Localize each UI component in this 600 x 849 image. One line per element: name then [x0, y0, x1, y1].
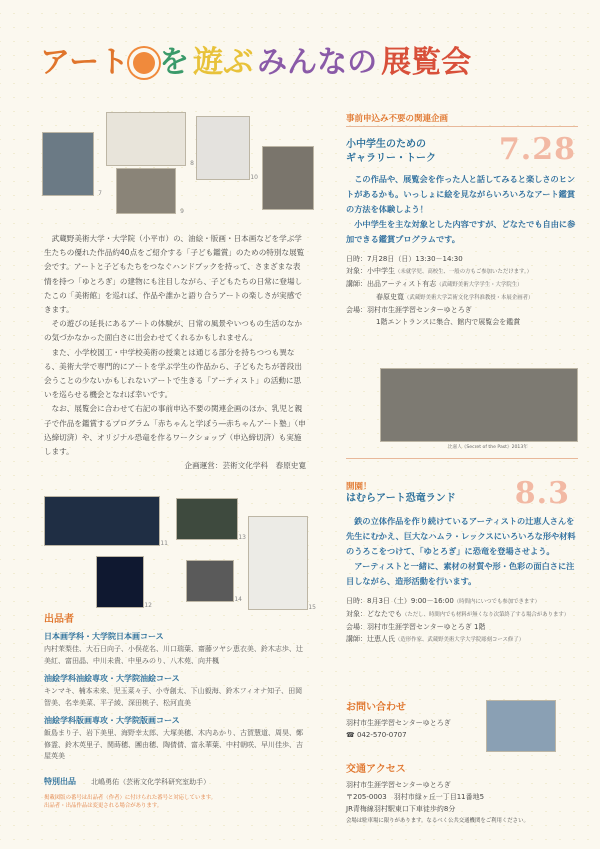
- special-label: 特別出品: [44, 776, 76, 786]
- artwork-image-9: 9: [116, 168, 176, 214]
- course-heading: 油絵学科油絵専攻・大学院油絵コース: [44, 674, 180, 683]
- event-description: アーティストと一緒に、素材の材質や形・色彩の面白さに注目しながら、造形活動を行います。: [346, 561, 575, 586]
- intro-paragraph: その遊びの延長にあるアートの体験が、日常の風景やいつもの生活のなかの気づかなかった面白さに出会わせてくれるかもしれません。: [44, 319, 302, 343]
- event-venue: 会場：羽村市生涯学習センターゆとろぎ: [346, 306, 472, 314]
- exhibitor-names: キンマキ、楠本未来、児玉菜々子、小寺創太、下山毅海、鈴木フィオナ知子、田岡智美、名幸美菜、平子綾、深田桃子、松河直美: [44, 687, 303, 707]
- title-part-minna: みんなの: [257, 45, 378, 80]
- exhibitors-section: [44, 610, 304, 810]
- event-lecturer: 講師：出品アーティスト有志（武蔵野美術大学学生・大学院生）: [346, 280, 523, 288]
- intro-text: [44, 232, 306, 473]
- access-heading: 交通アクセス: [346, 764, 406, 775]
- contact-heading: お問い合わせ: [346, 702, 406, 713]
- title-part-asobu: 遊ぶ: [193, 45, 254, 80]
- course-heading: 日本画学科・大学院日本画コース: [44, 632, 164, 641]
- access-line: JR青梅線羽村駅東口下車徒歩約8分: [346, 805, 456, 813]
- access-section: [346, 760, 582, 827]
- artwork-image-10b: [262, 146, 314, 210]
- event-target: 対象：小中学生（未就学児、高校生、一般の方もご参加いただけます。）: [346, 267, 533, 275]
- title-part-art: アート: [40, 45, 130, 80]
- artwork-image-10a: 10: [196, 116, 250, 180]
- events-section: [346, 112, 582, 124]
- dinosaur-sculpture-photo: [380, 368, 578, 442]
- access-note: 会場は駐車場に限りがあります。なるべく公共交通機関をご利用ください。: [346, 818, 529, 824]
- event-description: 鉄の立体作品を作り続けているアーティストの辻恵人さんを先生にむかえ、巨大なハムラ・レックスにいろいろな形や材料のうろこをつけて、「ゆとろぎ」に恐竜を登場させよう。: [346, 516, 576, 556]
- event-lecturer: 講師：辻恵人氏（造形作家、武蔵野美術大学大学院彫刻コース修了）: [346, 635, 525, 643]
- event-date: 8.3: [514, 476, 570, 511]
- intro-paragraph: 武蔵野美術大学・大学院（小平市）の、油絵・版画・日本画などを学ぶ学生たちの優れた作品約40点をご紹介する「子ども鑑賞」のための特別な展覧会です。アートと子どもたちをつなぐハンドブックを持って、さまざまな表情を持つ「ゆとろぎ」の建物にも注目しながら、子どもたちの日常に登場したこの「美術館」を巡れば、作品や誰かと語り合うアートの楽しさが実感できます。: [44, 234, 305, 315]
- gallery-talk-event: [346, 132, 582, 328]
- event-venue: 会場：羽村市生涯学習センターゆとろぎ 1階: [346, 623, 486, 631]
- event-label: 開園！: [346, 482, 372, 492]
- credit-text: 企画運営：芸術文化学科 春原史寛: [184, 461, 306, 471]
- intro-paragraph: また、小学校図工・中学校美術の授業とは通じる部分を持ちつつも異なる、美術大学で専門的にアートを学ぶ学生の作品から、子どもたちが普段出会うことの少ないかもしれないアートで生きる「アーティスト」の活動に思いを巡らせる機会となれば幸いです。: [44, 347, 302, 400]
- artwork-image-13: 13: [176, 498, 238, 540]
- event-title: 小中学生のための: [346, 139, 426, 150]
- artwork-image-11: 11: [44, 496, 160, 546]
- access-line: 羽村市生涯学習センターゆとろぎ: [346, 781, 451, 789]
- contact-org: 羽村市生涯学習センターゆとろぎ: [346, 719, 451, 727]
- note-text: 掲載図版の番号は出品者（作者）に付けられた番号と対応しています。 出品者・出品作品は変更される場合があります。: [44, 795, 217, 809]
- artwork-image-14: 14: [186, 560, 234, 602]
- exhibitor-names: 内村茉梨佳、大石日向子、小俣花名、川口瑞葉、齋藤ツヤシ恵衣美、鈴木志歩、辻美紅、富田晶、中川未貴、中里みのり、八木苑、向井楓: [44, 645, 303, 665]
- phone-icon: ☎: [346, 731, 355, 739]
- event-description: この作品や、展覧会を作った人と話してみると楽しさのヒントがあるかも。いっしょに絵を見ながらいろいろなアート鑑賞の方法を体験しよう！: [346, 174, 576, 214]
- dinosaur-land-event: [346, 476, 582, 646]
- title-part-wo: を: [159, 45, 190, 80]
- exhibitors-heading: 出品者: [44, 614, 74, 625]
- event-venue-note: 1階エントランスに集合、館内で展覧会を鑑賞: [376, 318, 521, 326]
- course-heading: 油絵学科版画専攻・大学院版画コース: [44, 716, 180, 725]
- artwork-image-7: 7: [42, 132, 94, 196]
- event-lecturer: 春原史寛（武蔵野美術大学芸術文化学科准教授・本展企画者）: [376, 293, 534, 301]
- page-title: [40, 42, 570, 82]
- artwork-image-8: 8: [106, 112, 186, 166]
- building-photo: [486, 700, 556, 752]
- photo-caption: 比嘉人《Secret of the Past》2013年: [448, 445, 528, 450]
- artwork-image-15: 15: [248, 516, 308, 610]
- event-time: 日時：7月28日（日）13:30－14:30: [346, 255, 463, 263]
- intro-paragraph: なお、展覧会に合わせて右記の事前申込不要の関連企画のほか、乳児と親子で作品を鑑賞するプログラム「赤ちゃんと学ぼう―赤ちゃんアート塾」（申込締切済）や、オリジナル恐竜を作るワークショップ（申込締切済）も実施します。: [44, 404, 306, 457]
- events-heading: 事前申込み不要の関連企画: [346, 114, 449, 124]
- event-target: 対象：どなたでも（ただし、時間内でも材料が無くなり次第終了する場合があります）: [346, 610, 570, 618]
- title-part-tenrankai: 展覧会: [381, 45, 472, 80]
- event-date: 7.28: [498, 132, 576, 167]
- event-title: はむらアート恐竜ランド: [346, 493, 456, 504]
- contact-phone: ☎ 042-570-0707: [346, 731, 407, 739]
- event-description: 小中学生を主な対象とした内容ですが、どなたでも自由に参加できる鑑賞プログラムです。: [346, 219, 576, 244]
- special-names: 北嶋勇佑（芸術文化学科研究室助手）: [91, 777, 211, 786]
- artwork-image-12: 12: [96, 556, 144, 608]
- access-line: 〒205-0003 羽村市緑ヶ丘一丁目11番地5: [346, 793, 485, 801]
- exhibitor-names: 飯島まり子、岩下美里、海野幸太郎、大塚美穂、木内あかり、古賀慧道、周昊、鄭修霊、鈴木英里子、関蒔穂、團由穂、陶倩倩、富永華葉、中村朝咲、早川佳歩、吉屋英美: [44, 729, 303, 760]
- event-title: ギャラリー・トーク: [346, 153, 436, 164]
- sun-icon: [133, 52, 155, 74]
- event-time: 日時：8月3日（土）9:00－16:00（時間内にいつでも参加できます）: [346, 597, 541, 605]
